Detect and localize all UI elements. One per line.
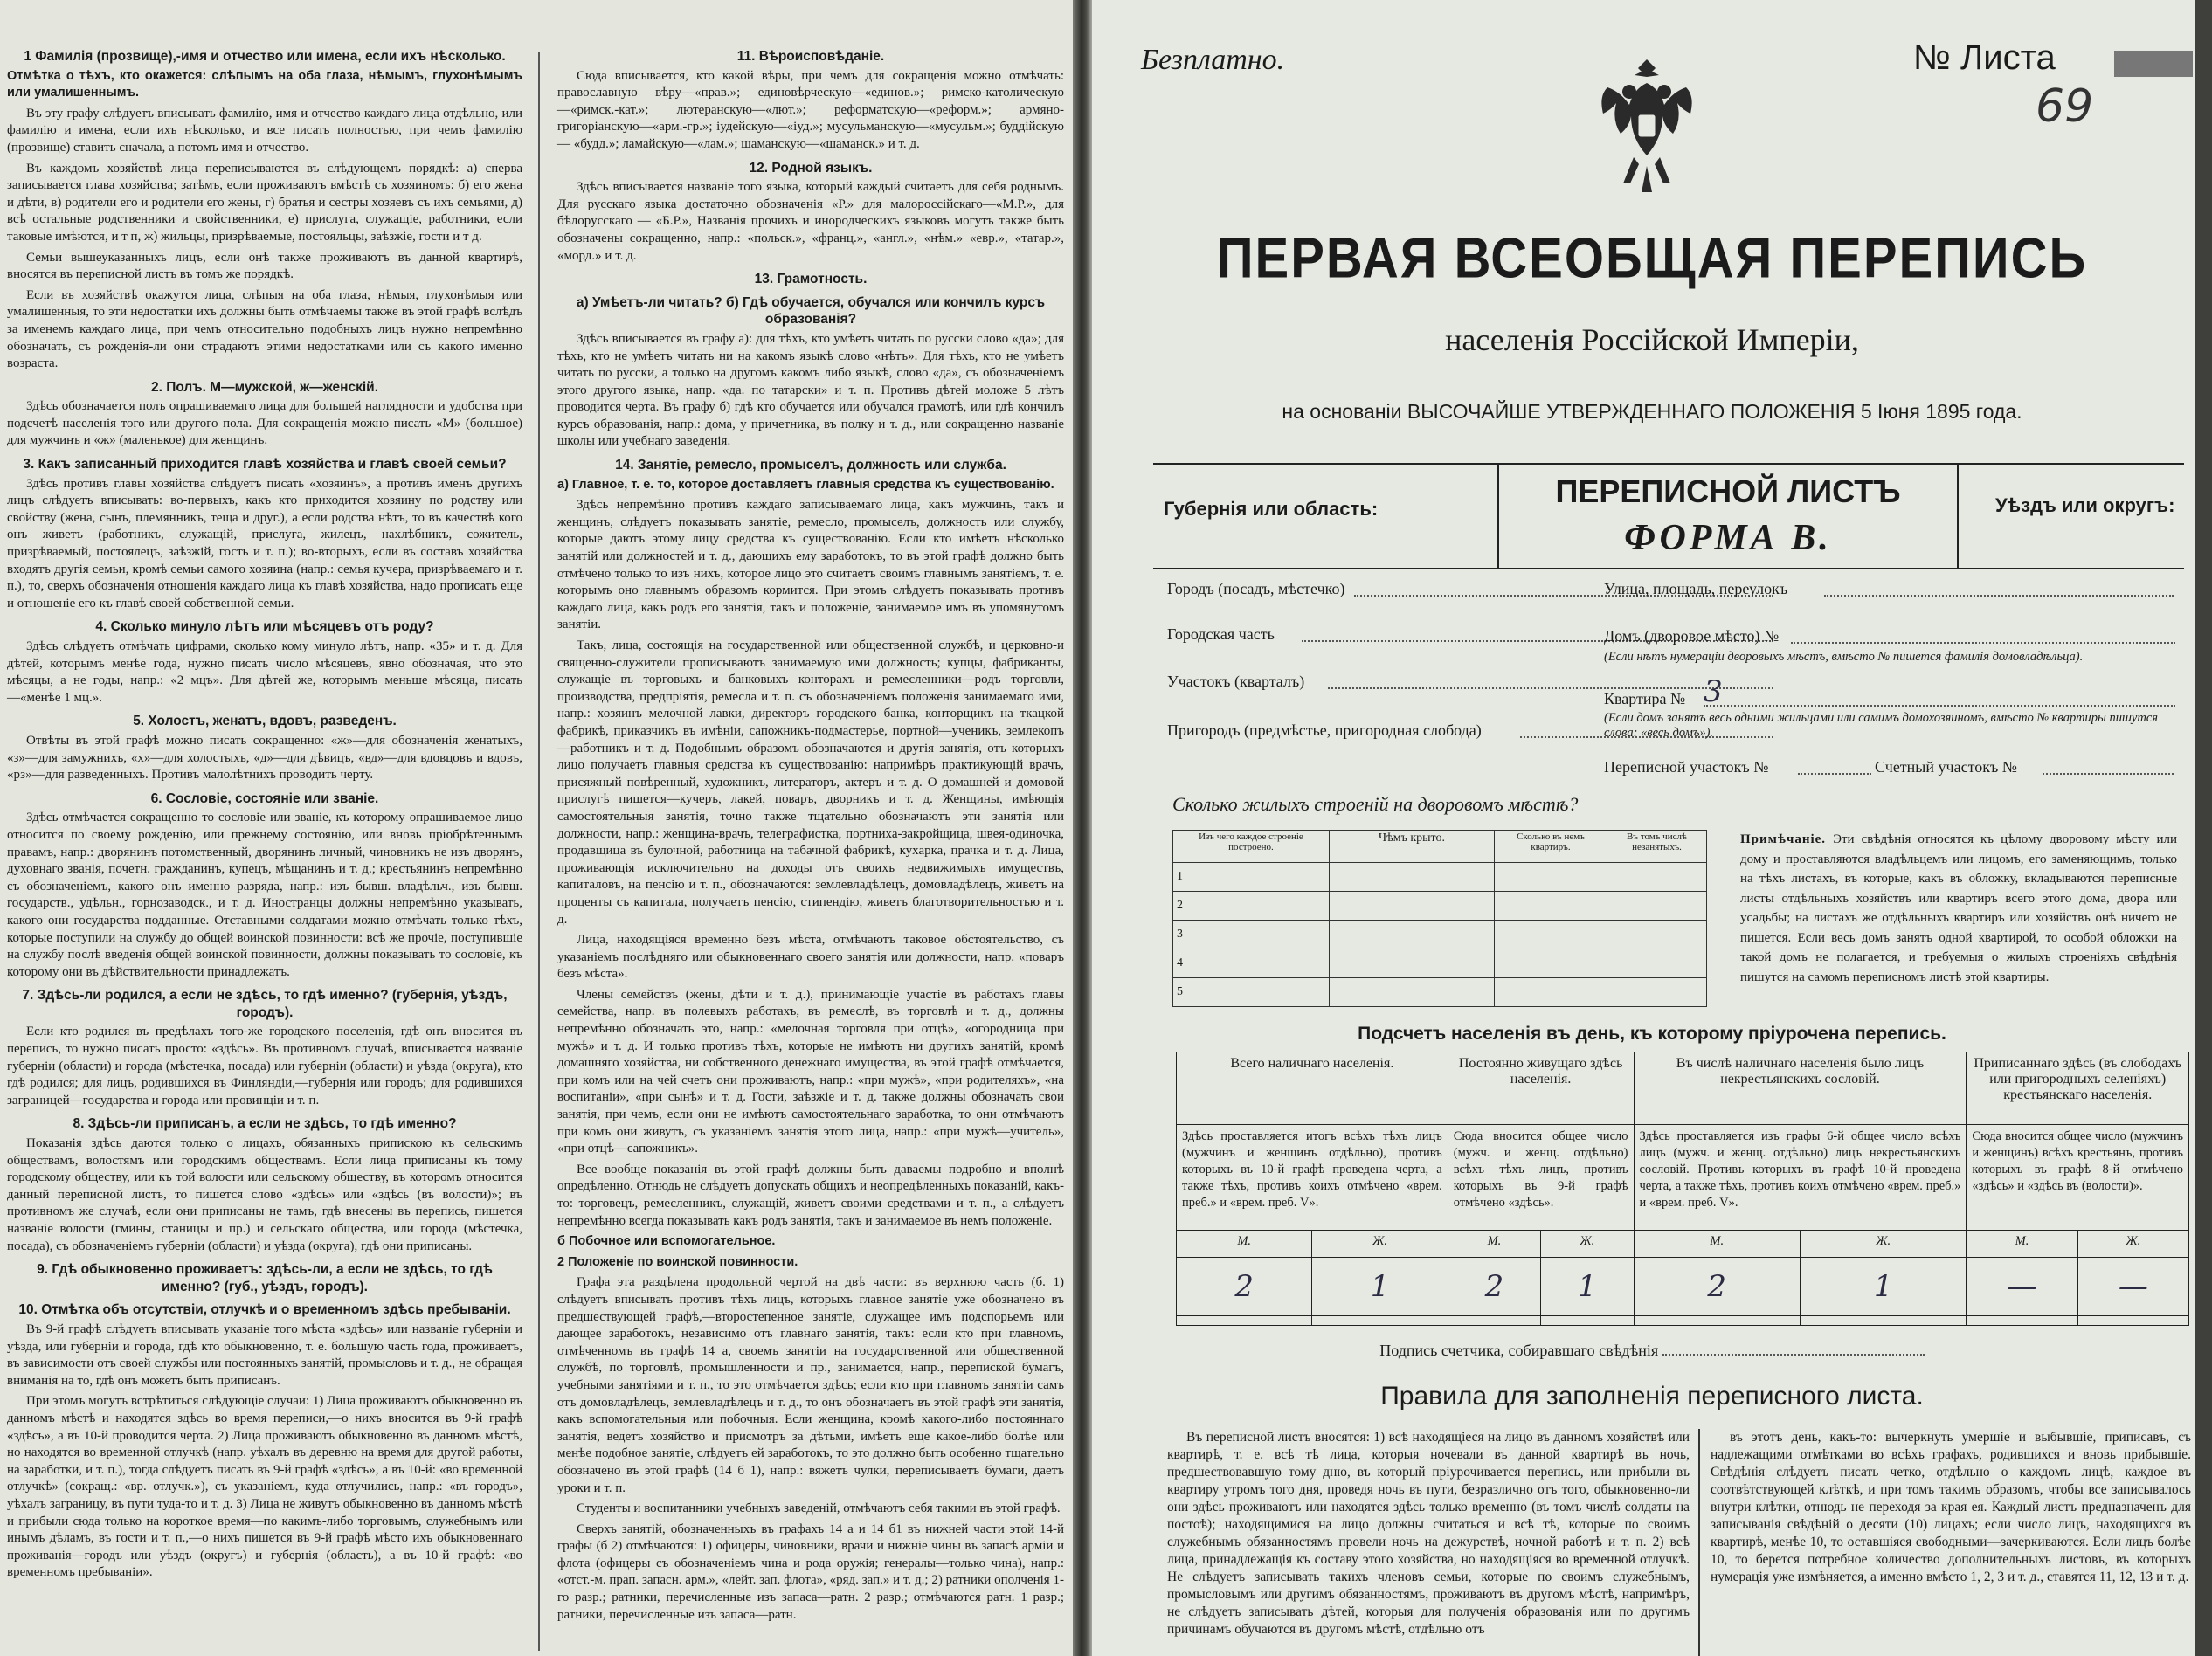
street-field-label: Улица, площадь, переулокъ [1604, 580, 1788, 597]
instruction-paragraph: Члены семействъ (жены, дѣти и т. д.), принимающіе участіе въ работахъ главы семейства, напр. въ полевыхъ работахъ, въ ремеслѣ, въ торговлѣ и т. д., должны непремѣнно обозначать это, напр.: «мелочная торговля при отцѣ», «огородница при мужѣ» и т. д. И только противъ тѣхъ, которые не имѣютъ ни другихъ занятій, кромѣ домашняго хозяйства, ни собственного денежнаго имущества, въ этой графѣ отмѣчается, при комъ или на чей счетъ они проживаютъ, напр.: «при мужѣ», «при родителяхъ», «на воспитаніи», «при сынѣ» и т. д. Гости, заѣзжіе и т. д. также должны обозначать свои занятія, при чемъ, если они не имѣютъ самостоятельнаго заработка, то они отмѣчаютъ при комъ они живутъ, съ указаніемъ занятія этого лица, напр.: «при мужѣ—учитель», «при отцѣ—сапожникъ». [557, 987, 1064, 1156]
quarter-field-label: Участокъ (кварталъ) [1167, 673, 1305, 690]
province-label: Губернія или область: [1164, 498, 1379, 520]
house-field-label: Домъ (дворовое мѣсто) № [1604, 627, 1780, 645]
census-title: ПЕРВАЯ ВСЕОБЩАЯ ПЕРЕПИСЬ [1216, 226, 2088, 290]
dwellings-header-material: Изъ чего каждое строеніе построено. [1173, 831, 1330, 863]
house-field-note: (Если нѣтъ нумераціи дворовыхъ мѣстъ, вмѣсто № пишется фамилія домовладѣльца). [1604, 650, 2084, 664]
dwellings-cell[interactable] [1607, 978, 1707, 1007]
population-count-heading: Подсчетъ населенія въ день, къ которому пріурочена перепись. [1358, 1024, 1946, 1044]
sheet-number-strip [2114, 51, 2193, 77]
male-count: 2 [1484, 1269, 1504, 1304]
sheet-number-handwritten: 69 [2036, 80, 2094, 133]
dwellings-header-vacant: Въ томъ числѣ незанятыхъ. [1607, 831, 1707, 863]
male-count: 2 [1707, 1269, 1727, 1304]
left-page-instructions [0, 0, 1073, 1656]
female-label: Ж. [1800, 1231, 1966, 1258]
count-column-description: Здѣсь проставляется итогъ всѣхъ тѣхъ лицъ (мужчинъ и женщинъ отдѣльно), противъ которыхъ въ 10-й графѣ проведена черта, а также тѣхъ, противъ коихъ отмѣчено «врем. преб.» и «врем. преб. V». [1177, 1125, 1448, 1231]
count-value-cell[interactable] [1177, 1258, 1312, 1316]
street-field-line[interactable] [1824, 594, 2174, 597]
male-label: М. [1634, 1231, 1800, 1258]
instruction-paragraph: Отвѣты въ этой графѣ можно писать сокращенно: «ж»—для обозначенія женатыхъ, «з»—для замужнихъ, «х»—для холостыхъ, «д»—для дѣвицъ, «вд»—для вдовцовъ и вдовъ, «рз»—для разведенныхъ. Противъ малолѣтнихъ проводить черту. [7, 733, 522, 783]
page-edge [2195, 0, 2212, 1656]
count-spacer-cell [1312, 1316, 1448, 1326]
dwellings-row-number[interactable]: 1 [1173, 863, 1330, 892]
count-column-heading: Всего наличнаго населенія. [1177, 1052, 1448, 1125]
rules-title: Правила для заполненія переписного листа. [1380, 1382, 1924, 1411]
remark-text: Эти свѣдѣнія относятся къ цѣлому дворовому мѣсту или дому и проставляются владѣльцемъ или лицомъ, его заменяющимъ, только на тѣхъ листахъ, въ которые, какъ въ обложку, вкладываются переписные листы отдѣльныхъ хозяйствъ или квартиръ всего этого дома, двора или усадьбы; на листахъ же отдѣльныхъ квартиръ или хозяйствъ онѣ ничего не пишется. Если весь домъ занятъ одной квартирой, то особой обложки на такой домъ не полагается, и требуемыя о жилыхъ строеніяхъ свѣдѣнія пишутся на самомъ переписномъ листѣ этой квартиры. [1740, 832, 2178, 984]
form-title-box [1497, 465, 1959, 568]
instruction-heading: 8. Здѣсь-ли приписанъ, а если не здѣсь, то гдѣ именно? [73, 1116, 457, 1132]
dwellings-cell[interactable] [1495, 949, 1607, 978]
dwellings-cell[interactable] [1330, 921, 1495, 949]
signature-label: Подпись счетчика, собиравшаго свѣдѣнія [1379, 1342, 1659, 1359]
instruction-heading: 13. Грамотность. [754, 272, 868, 287]
count-spacer-cell [1634, 1316, 1800, 1326]
dwellings-cell[interactable] [1607, 949, 1707, 978]
enumerator-signature-line[interactable] [1092, 1342, 2212, 1360]
counting-district-field-line[interactable] [2043, 772, 2174, 775]
counting-district-field-label: Счетный участокъ № [1875, 758, 2017, 776]
dwellings-header-apartments: Сколько въ немъ квартиръ. [1495, 831, 1607, 863]
count-column-description: Сюда вносится общее число (мужчинъ и женщинъ) всѣхъ крестьянъ, противъ которыхъ въ графѣ 8-й отмѣчено «здѣсь» и «здѣсь въ (волости)». [1967, 1125, 2189, 1231]
dwellings-cell[interactable] [1607, 921, 1707, 949]
dwellings-row [1173, 863, 1707, 892]
dwellings-row-number[interactable]: 2 [1173, 892, 1330, 921]
count-spacer-cell [1177, 1316, 1312, 1326]
population-count-table [1176, 1052, 2189, 1326]
census-district-field-line[interactable] [1798, 772, 1871, 775]
female-count: — [2118, 1269, 2148, 1304]
instruction-heading: 11. Вѣроисповѣданіе. [736, 49, 885, 64]
male-count: 2 [1234, 1269, 1254, 1304]
instruction-heading: 3. Какъ записанный приходится главѣ хозяйства и главѣ своей семьи? [23, 457, 507, 473]
count-value-cell[interactable] [1967, 1258, 2077, 1316]
sheet-number-label: № Листа [1913, 38, 2056, 77]
count-column-heading: Постоянно живущаго здѣсь населенія. [1448, 1052, 1634, 1125]
dwellings-header-roof: Чѣмъ крыто. [1330, 831, 1495, 863]
male-label: М. [1967, 1231, 2077, 1258]
dwellings-table [1172, 830, 1707, 1007]
count-column-heading: Въ числѣ наличнаго населенія было лицъ некрестьянскихъ сословій. [1634, 1052, 1967, 1125]
count-column-heading: Приписаннаго здѣсь (въ слободахъ или пригородныхъ селеніяхъ) крестьянскаго населенія. [1967, 1052, 2189, 1125]
count-value-cell[interactable] [1448, 1258, 1540, 1316]
dwellings-cell[interactable] [1607, 863, 1707, 892]
dwellings-row [1173, 921, 1707, 949]
double-headed-eagle-emblem-icon [1581, 52, 1712, 201]
instruction-heading: 4. Сколько минуло лѣтъ или мѣсяцевъ отъ роду? [95, 619, 434, 635]
rules-column-1 [1167, 1429, 1690, 1639]
instruction-paragraph: Здѣсь отмѣчается сокращенно то сословіе или званіе, къ которому опрашиваемое лицо относится по своему рожденію, или прежнему состоянію, или вновь пріобрѣтеннымъ правамъ, напр.: дворянинъ потомственный, дворянинъ личный, чиновникъ не изъ дворянъ, духовнаго званія, почетн. гражданинъ, купецъ, мѣщанинъ и т. д.; крестьянинъ непремѣнно съ обозначеніемъ, какого онъ именно разряда, напр.: изъ бывш. владѣльч., изъ бывш. государств., удѣльн., горнозаводск., и т. д. Иностранцы должны непремѣнно указывать, какого они государства подданные. Отставными солдатами можно отмѣчать только тѣхъ, которые поступили на службу до общей воинской повинности: всѣ же прочіе, поступившіе на службу послѣ введенія общей воинской повинности, должны показывать то сословіе, къ которому они въ дѣйствительности принадлежатъ. [7, 811, 522, 979]
instruction-paragraph: Здѣсь вписывается названіе того языка, который каждый считаетъ для себя роднымъ. Для русскаго языка достаточно обозначенія «Р.» для малороссійскаго—«М.Р.», для бѣлорусскаго — «Б.Р.», Названія прочихъ и инородческихъ языковъ могутъ также быть обозначены сокращенно, напр.: «польск.», «франц.», «англ.», «нѣм.» «евр.», «татар.», «морд.» и т. д. [557, 180, 1064, 263]
dwellings-row-number[interactable]: 5 [1173, 978, 1330, 1007]
census-district-field-label: Переписной участокъ № [1604, 758, 1769, 776]
apartment-field-line[interactable] [1704, 704, 2175, 707]
count-value-cell[interactable] [1541, 1258, 1634, 1316]
count-column-description: Сюда вносится общее число (мужч. и женщ. отдѣльно) всѣхъ тѣхъ лицъ, противъ которыхъ въ 9-й графѣ отмѣчено «здѣсь». [1448, 1125, 1634, 1231]
form-header [1153, 463, 2184, 569]
instruction-heading: а) Умѣетъ-ли читать? б) Гдѣ обучается, обучался или кончилъ курсъ образованія? [576, 294, 1046, 328]
count-value-cell[interactable] [1800, 1258, 1966, 1316]
remark-heading: Примѣчаніе. [1740, 832, 1827, 846]
female-label: Ж. [1312, 1231, 1448, 1258]
count-value-cell[interactable] [1634, 1258, 1800, 1316]
male-label: М. [1448, 1231, 1540, 1258]
dwellings-question: Сколько жилыхъ строеній на дворовомъ мѣстѣ? [1172, 793, 1579, 815]
male-label: М. [1177, 1231, 1312, 1258]
instruction-paragraph: Лица, находящіяся временно безъ мѣста, отмѣчаютъ таковое обстоятельство, съ указаніемъ послѣдняго или обыкновеннаго своего занятія или должности, напр. «поваръ безъ мѣста». [557, 933, 1064, 982]
dwellings-row [1173, 949, 1707, 978]
instruction-paragraph: Если кто родился въ предѣлахъ того-же городского поселенія, гдѣ онъ вносится въ перепись, то нужно писать просто: «здѣсь». Въ противномъ случаѣ, вписывается названіе губерніи (области) и города (мѣстечка, посада) или губерніи (области) и уѣзда (округа), кто гдѣ родился; для лицъ, родившихся въ Финляндіи,—губернія или городъ; для родившихся заграницей—государства и города или провинціи и т. п. [7, 1025, 522, 1107]
instruction-paragraph: б Побочное или вспомогательное. [557, 1234, 776, 1249]
instruction-paragraph: Въ эту графу слѣдуетъ вписывать фамилію, имя и отчество каждаго лица отдѣльно, или фамилію и имена, если ихъ нѣсколько, и все писать полностью, при чемъ фамилію (прозвище) ставить сначала, а потомъ имя и отчество. [7, 106, 522, 155]
city-part-field-label: Городская часть [1167, 625, 1275, 643]
sheet-title: ПЕРЕПИСНОЙ ЛИСТЪ [1555, 473, 1901, 509]
form-letter: ФОРМА В. [1624, 518, 1832, 558]
instruction-heading: 10. Отмѣтка объ отсутствіи, отлучкѣ и о временномъ здѣсь пребываніи. [18, 1302, 511, 1318]
column-divider [538, 52, 540, 1651]
instruction-paragraph: Отмѣтка о тѣхъ, кто окажется: слѣпымъ на оба глаза, нѣмымъ, глухонѣмымъ или умалишеннымъ. [7, 68, 522, 100]
count-spacer-cell [1541, 1316, 1634, 1326]
count-value-cell[interactable] [1312, 1258, 1448, 1316]
rules-column-2 [1711, 1429, 2191, 1586]
count-value-cell[interactable] [2077, 1258, 2188, 1316]
instruction-paragraph: Графа эта раздѣлена продольной чертой на двѣ части: въ верхнюю часть (б. 1) слѣдуетъ вписывать противъ тѣхъ лицъ, которыхъ главное занятіе уже обозначено въ предшествующей графѣ,—второстепенное занятіе, служащее имъ подспорьемъ или дающее заработокъ, независимо отъ главнаго занятія, такъ: если кто при главномъ, отмѣченномъ въ графѣ 14 а, своемъ занятіи на государственной или общественной службѣ, по торговлѣ, промышленности и пр., занимается, напр., перепиской бумагъ, учебными занятіями и т. п., то это отмѣчается здѣсь; если кто при главномъ занятіи самъ отъ домовладѣлецъ, землевладѣлецъ и т. д., то онъ обозначаетъ въ этой графѣ эти занятія, какъ вспомогательныя или побочныя. Если женщина, кромѣ какого-либо постояннаго занятія, ведетъ хозяйство и присмотръ за дѣтьми, имѣетъ еще какое-либо болѣе или менѣе подобное занятіе, слѣдуетъ ей заработокъ, то это должно быть особенно тщательно обозначено въ этой графѣ (14 б 1), напр.: вяжетъ чулки, переписываетъ бумаги, даетъ уроки и т. п. [557, 1275, 1064, 1495]
dwellings-cell[interactable] [1330, 949, 1495, 978]
count-spacer-cell [1967, 1316, 2077, 1326]
dwellings-cell[interactable] [1607, 892, 1707, 921]
instruction-heading: 14. Занятіе, ремесло, промыселъ, должность или служба. [615, 458, 1006, 473]
instruction-paragraph: Въ 9-й графѣ слѣдуетъ вписывать указаніе того мѣста «здѣсь» или названіе губерніи и уѣзда, или губерніи и города, гдѣ кто обыкновенно, т. е. большую часть года, проживаетъ, въ зависимости отъ своей службы или постоянныхъ занятій, промысловъ и т. д., не обращая вниманія на то, гдѣ онъ можетъ быть приписанъ. [7, 1321, 522, 1388]
instruction-paragraph: Здѣсь непремѣнно противъ каждаго записываемаго лица, какъ мужчинъ, такъ и женщинъ, слѣдуетъ показывать занятіе, ремесло, промыселъ, должность или службу, которые даютъ этому лицу средства къ существованію. Если кто имѣетъ нѣсколько занятій или должностей и т. д., дающихъ ему заработокъ, то въ этой графѣ должно быть отмѣчено только то изъ нихъ, которое лицо это считаетъ своимъ главнымъ занятіемъ, т. е. которымъ оно главнымъ образомъ кормится. При этомъ слѣдуетъ показывать противъ каждаго лица, какъ родъ его занятія, такъ и положеніе, занимаемое имъ въ упомянутомъ занятіи. [557, 498, 1064, 632]
right-page-census-form [1092, 0, 2212, 1656]
female-label: Ж. [1541, 1231, 1634, 1258]
instruction-paragraph: Здѣсь слѣдуетъ отмѣчать цифрами, сколько кому минуло лѣтъ, напр. «35» и т. д. Для дѣтей, которымъ менѣе года, нужно писать число мѣсяцевъ, явно обозначая, что это мѣсяцы, а не годы, напр.: «2 мцъ». Для дѣтей же, которымъ меньше мѣсяца, писать—«менѣе 1 мц.». [7, 639, 522, 705]
instructions-column-1 [7, 42, 522, 1585]
instruction-paragraph: Студенты и воспитанники учебныхъ заведеній, отмѣчаютъ себя такими въ этой графѣ. [577, 1501, 1061, 1516]
instruction-paragraph: Семьи вышеуказанныхъ лицъ, если онѣ также проживаютъ въ данной квартирѣ, вносятся въ переписной листъ въ томъ же порядкѣ. [7, 250, 522, 282]
dwellings-cell[interactable] [1330, 978, 1495, 1007]
instruction-paragraph: Здѣсь противъ главы хозяйства слѣдуетъ писать «хозяинъ», а противъ именъ другихъ лицъ слѣдуетъ вписывать: во-первыхъ, какъ кто приходится хозяину по родству или свойству (жена, сынъ, племянникъ, теща и друг.), а если родства нѣтъ, то въ качествѣ кого онъ живетъ (работникъ, служащій, прислуга, жилецъ, нахлѣбникъ, сожитель, призрѣваемый, постоялецъ, заѣзжій, гость и т. п.); во-вторыхъ, если въ составъ хозяйства входятъ другія семьи, кромѣ семьи самого хозяина (напр.: семья кучера, призрѣваемаго и т. п.), то, сверхъ обозначенія отношенія каждаго лица къ главѣ хозяйства, надо прописать еще и отношеніе его къ главѣ своей собственной семьи. [7, 476, 522, 611]
apartment-field-label: Квартира № [1604, 690, 1686, 707]
instruction-paragraph: Если въ хозяйствѣ окажутся лица, слѣпыя на оба глаза, нѣмыя, глухонѣмыя или умалишенныя, то эти недостатки ихъ должны быть отмѣчаемы также въ этой графѣ вслѣдъ за именемъ каждаго лица, при чемъ относительно подобныхъ лицъ нужно непремѣнно обозначать, съ рожденія-ли они страдаютъ этими недостатками или съ какого именно возраста. [7, 287, 522, 371]
instruction-heading: 9. Гдѣ обыкновенно проживаетъ: здѣсь-ли, а если не здѣсь, то гдѣ именно? (губ., уѣздъ, городъ). [37, 1262, 493, 1294]
dwellings-remark [1740, 830, 2177, 987]
instruction-paragraph: Сверхъ занятій, обозначенныхъ въ графахъ 14 а и 14 б1 въ нижней части этой 14-й графы (б 2) отмѣчаются: 1) офицеры, чиновники, врачи и нижніе чины въ запасѣ арміи и флота (офицеры съ обозначеніемъ чина и рода оружія; генералы—только чина), напр.: «отст.-м. прап. запасн. арм.», «лейт. зап. флота», «ряд. зап.» и т. д.; 2) ратники ополченія 1-го разр.; ратники, перечисленные изъ запаса—ратн. 2 разр.; отмѣчаются ратн. 1 разр.; ратники, перечисленные изъ запаса—ратн. [557, 1521, 1064, 1622]
book-gutter [1073, 0, 1092, 1656]
male-count: — [2007, 1269, 2037, 1304]
female-count: 1 [1873, 1269, 1893, 1304]
dwellings-cell[interactable] [1330, 863, 1495, 892]
instruction-paragraph: При этомъ могутъ встрѣтиться слѣдующіе случаи: 1) Лица проживаютъ обыкновенно въ данномъ мѣстѣ и находятся здѣсь во время переписи,—о нихъ вносится въ 9-й графѣ «здѣсь», а въ 10-й проводится черта. 2) Лица проживаютъ обыкновенно въ данномъ мѣстѣ, но находятся во временной отлучкѣ (напр. уѣхалъ въ деревню на время для другой работы, на заработки, и т. п.), тогда слѣдуетъ писать въ 9-й графѣ «здѣсь», а въ 10-й: «во временной отлучкѣ» (сокращ.: «вр. отлучк.»), съ указаніемъ, куда отлучились, напр.: «въ городъ», уѣхалъ заграницу, въ пути туда-то и т. д. 3) Лица не живутъ обыкновенно въ данномъ мѣстѣ и прибыли сюда только на короткое время—по какимъ-либо торговымъ, служебнымъ или инымъ дѣламъ, въ гости и т. п.,—о нихъ пишется въ 9-й графѣ мѣсто ихъ обыкновеннаго проживанія—городъ или уѣздъ (округъ) и губернія (область), а въ 10-й графѣ: «во временномъ пребываніи». [7, 1394, 522, 1580]
instruction-heading: 5. Холостъ, женатъ, вдовъ, разведенъ. [133, 714, 397, 729]
count-column-description: Здѣсь проставляется изъ графы 6-й общее число всѣхъ лицъ (мужч. и женщ. отдѣльно) лицъ некрестьянскихъ сословій. Противъ которыхъ въ графѣ 10-й проведена черта, а также тѣхъ, противъ коихъ отмѣчено «врем. преб.» и «врем. преб. V». [1634, 1125, 1967, 1231]
rules-text-1: Въ переписной листъ вносятся: 1) всѣ находящіеся на лицо въ данномъ хозяйствѣ или квартирѣ, т. е. всѣ тѣ лица, которыя ночевали въ данной квартирѣ въ ночь, предшествовавшую тому дню, въ который пріурочивается перепись, или прибыли въ квартиру утромъ того дня, проведя ночь въ пути, безразлично отъ того, обыкновенно-ли они здѣсь проживаютъ или находятся здѣсь только временно (въ томъ числѣ солдаты на постоѣ); находящимися на лицо должны считаться и всѣ тѣ, которые по своимъ служебнымъ обязанностямъ провели ночь на дежурствѣ, ночной работѣ и т. п. 2) всѣ лица, принадлежащія къ составу этого хозяйства, но находящіяся во временной отлучкѣ. Не слѣдуетъ записывать такихъ членовъ семьи, которые по своимъ служебнымъ, промысловымъ или другимъ обязанностямъ, проживаютъ въ другомъ мѣстѣ, напримѣръ, не слѣдуетъ записывать дѣтей, которыя для полученія образованія или по другимъ причинамъ обучаются въ другомъ мѣстѣ, отдѣльно отъ [1167, 1430, 1690, 1637]
suburb-field-label: Пригородъ (предмѣстье, пригородная слобода) [1167, 721, 1482, 739]
instruction-heading: 6. Сословіе, состояніе или званіе. [150, 790, 379, 806]
instruction-heading: 2. Полъ. М—мужской, ж—женскій. [150, 379, 379, 395]
dwellings-cell[interactable] [1495, 892, 1607, 921]
instruction-heading: 1 Фамилія (прозвище),-имя и отчество или имена, если ихъ нѣсколько. [24, 49, 506, 64]
instruction-heading: 7. Здѣсь-ли родился, а если не здѣсь, то гдѣ именно? (губернія, уѣздъ, городъ). [22, 988, 508, 1020]
instruction-paragraph: Такъ, лица, состоящія на государственной или общественной службѣ, и церковно-и священно-служители прописываютъ занимаемую ими должность; купцы, фабриканты, служащіе въ торговыхъ и банковыхъ конторахъ и ремесленники—родъ торговли, производства, предпріятія, ремесла и т. п. съ обозначеніемъ положенія занимаемаго ими, напр.: хозяинъ мелочной лавки, директоръ городского банка, конторщикъ на ткацкой фабрикѣ, приказчикъ въ имѣніи, сапожникъ-подмастерье, портной—ученикъ, землекопъ—работникъ и т. д. Подобнымъ образомъ обозначаются и другія занятія, отъ которыхъ лицо получаетъ главныя средства къ существованію: напримѣръ практикующій врачъ, присяжный повѣренный, художникъ, литераторъ, актеръ и т. д. О домашней и домовой прислугѣ пишется—кучеръ, лакей, поваръ, дворникъ и т. д. Женщины, имѣющія самостоятельныя занятія, точно также тщательно обозначаютъ эти занятія или должности, напр.: женщина-врачъ, телеграфистка, портниха-закройщица, швея-одиночка, продавщица въ булочной, работница на табачной фабрикѣ, кухарка, прачка и т. д. Лица, проживающія исключительно на доходы отъ своихъ недвижимыхъ имуществъ, капиталовъ, на пенсію и т. п., обозначаются: землевладѣлецъ, домовладѣлецъ, живетъ на проценты съ капитала, получаетъ пенсію, стипендію, живетъ благотворительностью и т. д. [557, 638, 1064, 927]
instruction-paragraph: Здѣсь обозначается полъ опрашиваемаго лица для большей наглядности и удобства при подсчетѣ населенія того или другого пола. Для сокращенія можно писать «М» (большое) для мужчинъ и «ж» (маленькое) для женщинъ. [7, 399, 522, 448]
dwellings-row-number[interactable]: 4 [1173, 949, 1330, 978]
count-spacer-cell [1800, 1316, 1966, 1326]
dwellings-cell[interactable] [1495, 863, 1607, 892]
rules-text-2: въ этотъ день, какъ-то: вычеркнуть умершіе и выбывшіе, приписавъ, съ надлежащими отмѣтками во всѣхъ графахъ, родившихся и вновь прибывшіе. Свѣдѣнія слѣдуетъ писать четко, отдѣльно о каждомъ лицѣ, каждое въ соотвѣтствующей клѣткѣ, и при томъ такимъ образомъ, чтобы все записывалось внутри клѣтки, отнюдь не переходя за края ея. Каждый листъ предназначенъ для записыванія свѣдѣній о десяти (10) лицахъ; если число лицъ, находящихся въ квартирѣ, менѣе 10, то оставшіяся свободными—зачеркиваются. Если лицъ болѣе 10, то берется потребное количество дополнительныхъ листовъ, въ которыхъ нумерація уже измѣняется, а именно вмѣсто 1, 2, 3 и т. д., ставятся 11, 12, 13 и т. д. [1711, 1430, 2191, 1584]
census-subtitle: населенія Россійской Имперіи, [1445, 322, 1859, 357]
female-label: Ж. [2077, 1231, 2188, 1258]
dwellings-cell[interactable] [1330, 892, 1495, 921]
census-legal-basis: на основаніи ВЫСОЧАЙШЕ УТВЕРЖДЕННАГО ПОЛОЖЕНІЯ 5 Іюня 1895 года. [1282, 400, 2022, 423]
apartment-field-note: (Если домъ занятъ весь одними жильцами или самимъ домохозяиномъ, вмѣсто № квартиры пишутся слова: «весь домъ»). [1604, 711, 2158, 740]
dwellings-row-number[interactable]: 3 [1173, 921, 1330, 949]
rules-divider [1698, 1429, 1700, 1656]
instruction-paragraph: Здѣсь вписывается въ графу а): для тѣхъ, кто умѣетъ читать по русски слово «да»; для тѣхъ, кто не умѣетъ читать ни на какомъ языкѣ слово «нѣтъ». Для тѣхъ, кто не умѣетъ читать по русски, а только на другомъ какомъ либо языкѣ, слово «да», съ обозначеніемъ этого другого языка, напр. «да. по татарски» и т. п. Противъ дѣтей моложе 5 лѣтъ проводится черта. Въ графу б) гдѣ кто обучается или обучался грамотѣ, или гдѣ кончилъ курсъ образованія, напр.: дома, у причетника, въ полку и т. д., или сокращенно названіе школы или учебнаго заведенія. [557, 331, 1064, 449]
house-field-line[interactable] [1791, 641, 2175, 644]
instruction-paragraph: Въ каждомъ хозяйствѣ лица переписываются въ слѣдующемъ порядкѣ: а) сперва записывается глава хозяйства; затѣмъ, если проживаютъ вмѣстѣ съ хозяиномъ: б) его жена и дѣти, в) родители его и родители его жены, г) братья и сестры хозяевъ съ ихъ семьями, д) всѣ остальные родственники и свойственники, е) прислуга, служащіе, работники, если таковые имѣются, и т п, ж) жильцы, призрѣваемые, постояльцы, заѣзжіе, гости и т д. [7, 161, 522, 244]
instruction-paragraph: Все вообще показанія въ этой графѣ должны быть даваемы подробно и вполнѣ опредѣленно. Отнюдь не слѣдуетъ допускать общихъ и неопредѣленныхъ показаній, какъ-то: торговецъ, ремесленникъ, служащій, живетъ своими средствами и т. п., а слѣдуетъ непремѣнно всегда показывать какъ родъ занятія, такъ и занимаемое въ немъ положеніе. [557, 1162, 1064, 1228]
dwellings-row [1173, 892, 1707, 921]
instructions-column-2 [557, 42, 1064, 1627]
district-label: Уѣздъ или округъ: [1995, 494, 2175, 516]
count-spacer-cell [2077, 1316, 2188, 1326]
instruction-paragraph: Показанія здѣсь даются только о лицахъ, обязанныхъ припискою къ сельскимъ обществамъ, волостямъ или городскимъ обществамъ. Если лица приписаны къ тому городскому обществу, или къ той волости или сельскому обществу, въ которомъ относится данный переписной листъ, то пишется слово «здѣсь» или «здѣсь (въ волости)»; въ противномъ же случаѣ, если они приписаны не тамъ, гдѣ внесены въ перепись, пишется названіе волости (гмины, станицы и пр.) и сельскаго общества, или города (мѣстечка, посада), съ обозначеніемъ губерніи (области) и уѣзда (округа), гдѣ они приписаны. [7, 1136, 522, 1253]
apartment-number-handwritten: 3 [1704, 674, 1723, 709]
instruction-heading: 12. Родной языкъ. [749, 160, 873, 176]
instruction-paragraph: а) Главное, т. е. то, которое доставляетъ главныя средства къ существованію. [557, 477, 1054, 492]
free-of-charge-label: Безплатно. [1141, 44, 1285, 76]
dwellings-cell[interactable] [1495, 921, 1607, 949]
city-field-label: Городъ (посадъ, мѣстечко) [1167, 580, 1345, 597]
dwellings-row [1173, 978, 1707, 1007]
dwellings-cell[interactable] [1495, 978, 1607, 1007]
instruction-paragraph: Сюда вписывается, кто какой вѣры, при чемъ для сокращенія можно отмѣчать: православную вѣру—«прав.»; единовѣрческую—«единов.»; римско-католическую—«римск.-кат.»; лютеранскую—«лют.»; реформатскую—«реформ.»; армяно-григоріанскую—«арм.-гр.»; іудейскую—«іуд.»; мусульманскую—«мусульм.»; буддійскую — «будд.»; ламайскую—«лам.»; шаманскую—«шаманск.» и т. д. [557, 68, 1064, 151]
count-spacer-cell [1448, 1316, 1540, 1326]
female-count: 1 [1370, 1269, 1390, 1304]
instruction-paragraph: 2 Положеніе по воинской повинности. [557, 1254, 798, 1269]
female-count: 1 [1577, 1269, 1597, 1304]
